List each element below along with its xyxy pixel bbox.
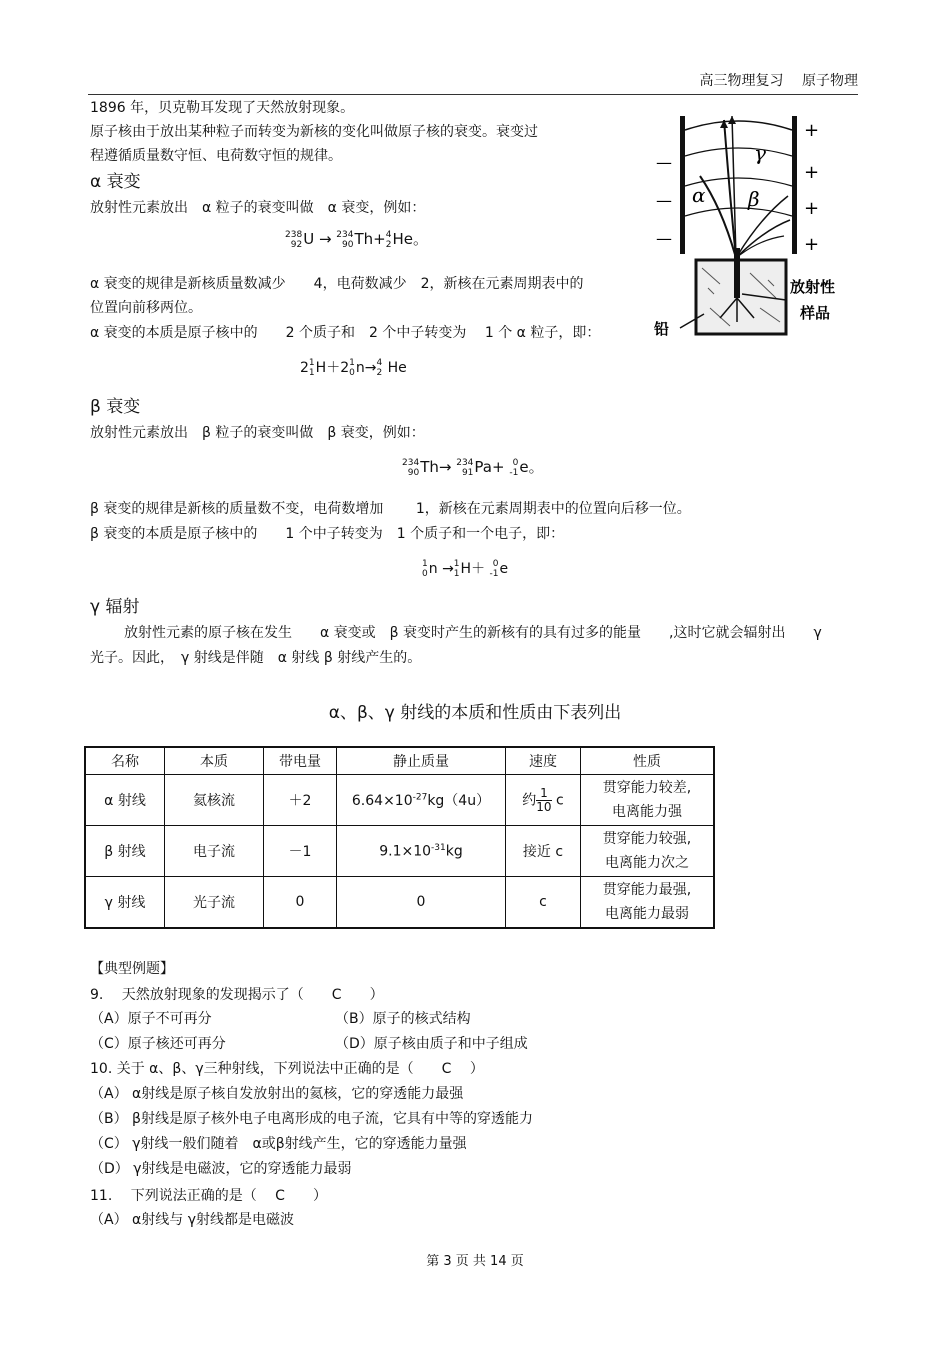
alpha-heading: α 衰变 [90,172,141,192]
cell-nature: 氦核流 [165,775,264,826]
q10-option-c: （C） γ射线一般们随着 α或β射线产生，它的穿透能力量强 [90,1136,467,1152]
plus: ＋ [326,360,341,376]
coef: 2 [300,360,309,376]
cell-name: α 射线 [85,775,165,826]
speed-fraction [536,787,551,814]
cell-name: β 射线 [85,826,165,877]
iso-charge: 2 [376,368,383,378]
q10-option-b: （B） β射线是原子核外电子电离形成的电子流，它具有中等的穿透能力 [90,1111,533,1127]
q11-option-a: （A） α射线与 γ射线都是电磁波 [90,1212,294,1228]
iso-charge: 2 [385,239,392,250]
cell-nature: 电子流 [165,826,264,877]
symbol: Th [354,230,374,248]
beta-ray [736,196,788,258]
cell-name: γ 射线 [85,877,165,929]
iso-charge: -1 [509,467,519,478]
plus: ＋ [471,561,486,577]
minus-sign: — [656,229,672,248]
intro-line-3: 程遵循质量数守恒、电荷数守恒的规律。 [90,148,342,164]
cell-speed: 接近 c [506,826,581,877]
intro-line-2: 原子核由于放出某种粒子而转变为新核的变化叫做原子核的衰变。衰变过 [90,124,538,140]
iso-charge: 92 [290,239,303,250]
radiation-deflection-figure [650,108,860,350]
cell-mass: 0 [337,877,506,929]
table-header-row [85,747,714,775]
cell-properties [581,826,715,877]
gamma-line-2: 光子。因此， γ 射线是伴随 α 射线 β 射线产生的。 [90,650,422,666]
radiation-properties-table [84,746,715,929]
intro-line-1: 1896 年，贝克勒耳发现了天然放射现象。 [90,100,355,116]
iso-mass: 0 [492,559,499,569]
eq-end: 。 [412,230,428,248]
col-header: 本质 [165,747,264,775]
arrow: → [314,230,337,248]
beta-rule: β 衰变的规律是新核的质量数不变，电荷数增加 1，新核在元素周期表中的位置向后移一位。 [90,501,691,517]
q9-stem: 9. 天然放射现象的发现揭示了（ C ） [90,987,384,1003]
cell-mass [337,826,506,877]
property-line: 电离能力次之 [605,855,689,871]
property-line: 贯穿能力较强, [602,831,692,847]
speed-suffix: c [551,792,564,808]
col-header: 速度 [506,747,581,775]
iso-charge: 0 [422,569,428,579]
property-line: 贯穿能力较差, [602,780,692,796]
cell-charge: －1 [264,826,337,877]
minus-sign: — [656,153,672,172]
arrow: → [364,360,377,376]
alpha-desc: 放射性元素放出 α 粒子的衰变叫做 α 衰变，例如： [90,200,426,216]
iso-mass: 4 [376,358,383,368]
iso-mass: 234 [336,229,354,240]
q9-option-c: （C）原子核还可再分 [90,1036,226,1052]
plus-sign: + [804,198,820,219]
iso-charge: 0 [349,368,355,378]
alpha-equation [285,228,428,250]
plus: + [491,458,505,476]
beta-essence: β 衰变的本质是原子核中的 1 个中子转变为 1 个质子和一个电子，即： [90,526,565,542]
col-header: 性质 [581,747,715,775]
coef: 2 [340,360,350,376]
alpha-label: α [692,183,706,207]
field-line [685,148,792,156]
beta-desc: 放射性元素放出 β 粒子的衰变叫做 β 衰变，例如： [90,425,425,441]
alpha-rule-2: 位置向前移两位。 [90,300,202,316]
mass-exponent: -31 [431,842,446,853]
mass-unit: kg [445,843,463,860]
cell-properties [581,775,715,826]
cell-speed: c [506,877,581,929]
beta-heading: β 衰变 [90,397,141,417]
q9-option-a: （A）原子不可再分 [90,1011,212,1027]
positive-plate [792,116,797,254]
field-line [685,121,792,130]
lead-label: 铅 [654,320,670,338]
mass-base: 9.1×10 [379,843,432,860]
property-line: 贯穿能力最强, [602,882,692,898]
page-header [686,70,858,90]
symbol: e [519,458,529,476]
iso-mass: 1 [349,358,355,368]
sample-label-2: 样品 [800,304,831,322]
symbol: Pa [474,458,492,476]
examples-heading: 【典型例题】 [90,961,174,977]
symbol: n [355,360,365,376]
header-rule [88,94,858,95]
table-row [85,877,714,929]
iso-mass: 1 [453,559,460,569]
fraction-denominator: 10 [536,799,552,814]
plus: + [373,230,386,248]
arrow: → [438,458,452,476]
q10-option-d: （D） γ射线是电磁波，它的穿透能力最弱 [90,1161,352,1177]
alpha-essence-equation [300,357,407,378]
gamma-label: γ [754,141,766,165]
header-course: 高三物理复习 [699,73,784,89]
eq-end: 。 [528,458,544,476]
deflection-diagram [650,108,860,350]
iso-charge: 91 [461,467,474,478]
page-footer: 第 3 页 共 14 页 [426,1254,524,1269]
arrow: → [442,561,454,577]
mass-unit: kg（4u） [427,793,491,809]
beta-equation [402,456,544,478]
mass-base: 6.64×10 [351,793,413,809]
fraction-numerator: 1 [536,787,551,801]
col-header: 静止质量 [337,747,506,775]
q9-option-d: （D）原子核由质子和中子组成 [335,1036,528,1052]
mass-exponent: -27 [412,792,428,803]
symbol: He [392,230,413,248]
iso-mass: 238 [285,229,303,240]
cell-properties [581,877,715,929]
iso-mass: 234 [402,457,420,468]
plus-sign: + [804,120,820,141]
cell-nature: 光子流 [165,877,264,929]
iso-mass: 1 [308,358,315,368]
col-header: 带电量 [264,747,337,775]
iso-mass: 1 [422,559,428,569]
plus-sign: + [804,234,820,255]
q10-option-a: （A） α射线是原子核自发放射出的氦核，它的穿透能力最强 [90,1086,464,1102]
header-topic: 原子物理 [802,73,858,89]
iso-charge: 90 [407,467,420,478]
alpha-rule-1: α 衰变的规律是新核质量数减少 4，电荷数减少 2，新核在元素周期表中的 [90,276,584,292]
iso-charge: 1 [453,569,460,579]
speed-prefix: 约 [522,792,537,808]
col-header: 名称 [85,747,165,775]
q9-option-b: （B）原子的核式结构 [335,1011,471,1027]
symbol: He [383,360,407,376]
q11-stem: 11. 下列说法正确的是（ C ） [90,1188,327,1204]
iso-charge: 90 [342,239,354,250]
sample-label: 放射性 [790,278,836,296]
property-line: 电离能力最弱 [605,906,689,922]
table-row [85,775,714,826]
gamma-heading: γ 辐射 [90,597,140,617]
symbol: n [428,561,438,577]
iso-mass: 234 [456,457,474,468]
iso-charge: 1 [308,368,315,378]
table-title: α、β、γ 射线的本质和性质由下表列出 [328,703,622,723]
symbol: Th [420,458,439,476]
beta-label: β [748,187,760,211]
cell-charge: 0 [264,877,337,929]
iso-mass: 4 [385,229,392,240]
iso-charge: -1 [489,569,499,579]
table-row [85,826,714,877]
symbol: H [315,360,327,376]
gamma-line-1: 放射性元素的原子核在发生 α 衰变或 β 衰变时产生的新核有的具有过多的能量 ,这时它就会辐射出 γ [124,625,822,641]
arrow-head [728,116,736,124]
q10-stem: 10. 关于 α、β、γ三种射线，下列说法中正确的是（ C ） [90,1061,484,1077]
sample-channel [734,248,740,298]
cell-charge: ＋2 [264,775,337,826]
property-line: 电离能力强 [612,804,682,820]
symbol: U [303,230,315,248]
symbol: H [460,561,472,577]
symbol: e [499,561,509,577]
alpha-essence: α 衰变的本质是原子核中的 2 个质子和 2 个中子转变为 1 个 α 粒子，即： [90,325,601,341]
beta-essence-equation [422,558,508,579]
lead-block [696,260,786,334]
iso-mass: 0 [512,457,519,468]
field-line [685,208,792,216]
cell-mass [337,775,506,826]
plus-sign: + [804,162,820,183]
cell-speed [506,775,581,826]
minus-sign: — [656,191,672,210]
negative-plate [680,116,685,254]
